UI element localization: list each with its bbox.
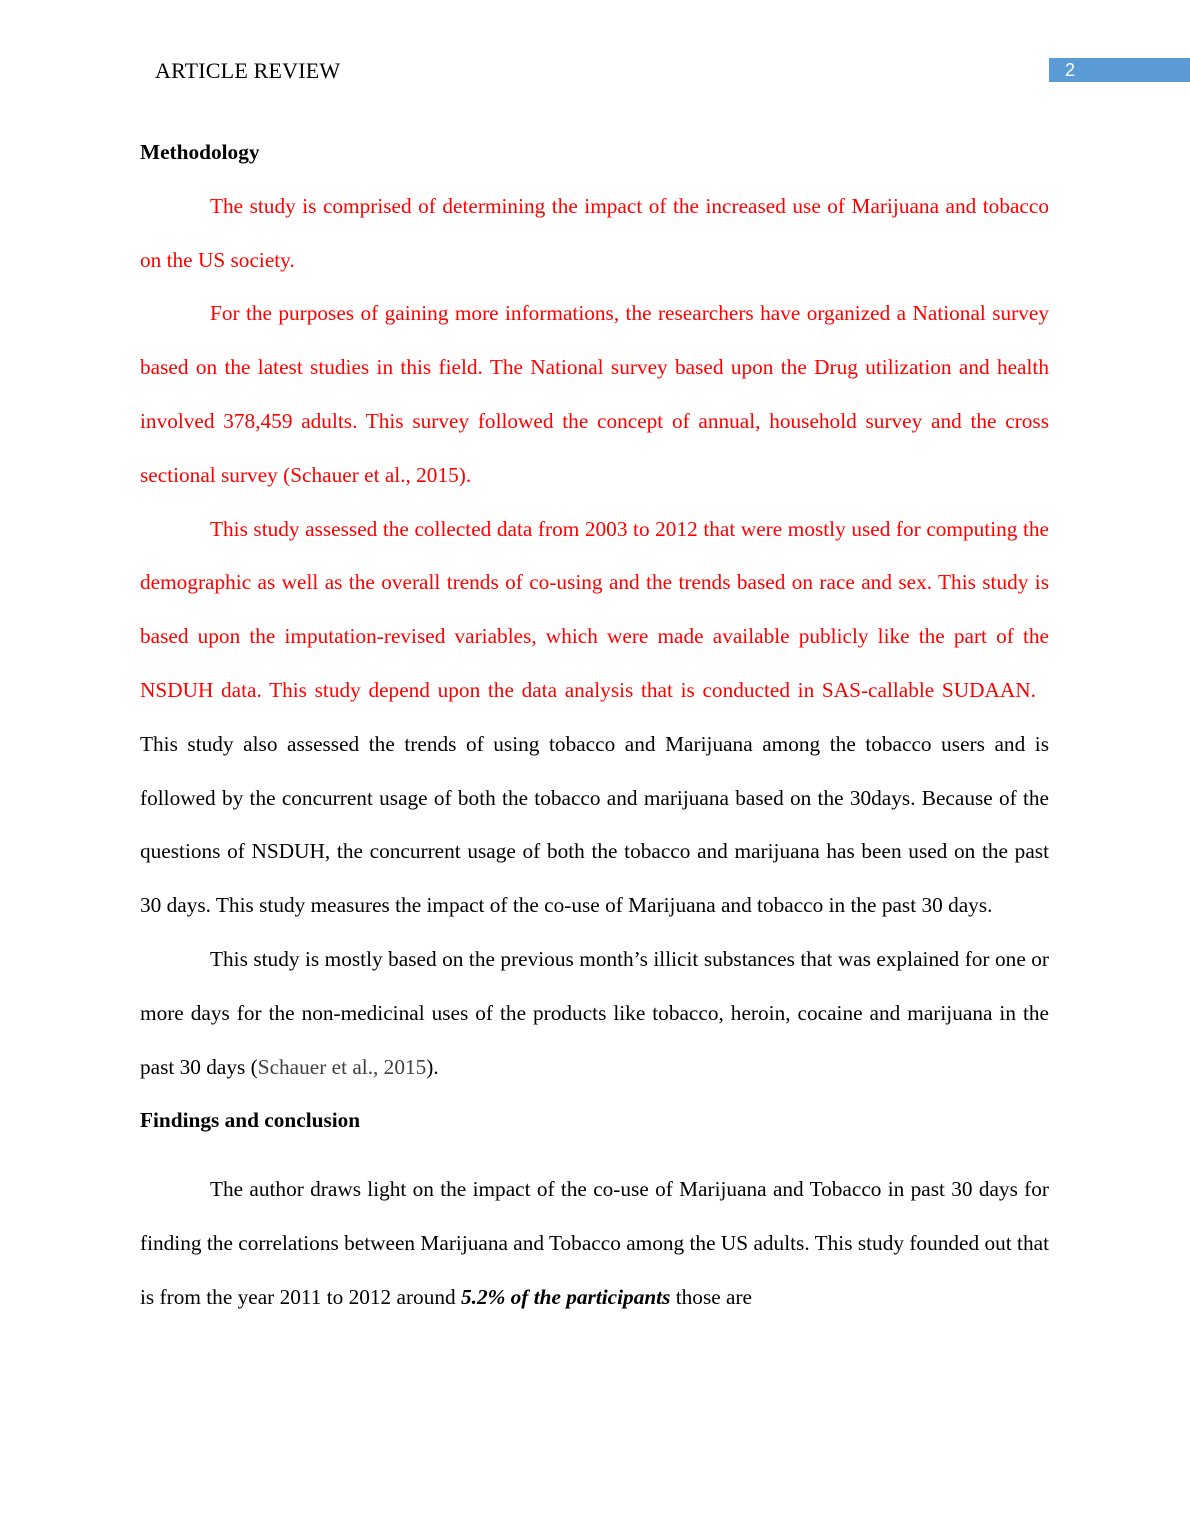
methodology-paragraph-4-text: This study is mostly based on the previous month’s illicit substances that was explained for one or more days for the non-medicinal uses of the products like tobacco, heroin, cocaine and marijuana in the past 30 days ( <box>140 946 1049 1079</box>
document-body <box>140 126 1049 1325</box>
methodology-paragraph-3-black-text: This study also assessed the trends of using tobacco and Marijuana among the tobacco users and is followed by the concurrent usage of both the tobacco and marijuana based on the 30days. Because of the questions of NSDUH, the concurrent usage of both the tobacco and marijuana has been used on the past 30 days. This study measures the impact of the co-use of Marijuana and tobacco in the past 30 days. <box>140 731 1049 918</box>
findings-paragraph-1-text: The author draws light on the impact of the co-use of Marijuana and Tobacco in past 30 days for finding the correlations between Marijuana and Tobacco among the US adults. This study founded out that is from the year 2011 to 2012 around <box>140 1177 1049 1309</box>
methodology-heading: Methodology <box>140 140 260 164</box>
methodology-paragraph-4-citation: Schauer et al., 2015 <box>257 1054 427 1079</box>
findings-paragraph-1-end: those are <box>670 1284 753 1309</box>
page-number: 2 <box>1065 60 1076 80</box>
findings-heading: Findings and conclusion <box>140 1108 361 1133</box>
methodology-paragraph-3-red-text: This study assessed the collected data from 2003 to 2012 that were mostly used for computing the demographic as well as the overall trends of co-using and the trends based on race and sex. This study is based upon the imputation-revised variables, which were made available publicly like the part of the NSDUH data. This study depend upon the data analysis that is conducted in SAS-callable SUDAAN. <box>140 516 1049 702</box>
methodology-paragraph-2: For the purposes of gaining more informations, the researchers have organized a National survey based on the latest studies in this field. The National survey based upon the Drug utilization and health involved 378,459 adults. This survey followed the concept of annual, household survey and the cross sectional survey (Schauer et al., 2015). <box>140 301 1049 487</box>
page-number-bar <box>1049 58 1190 82</box>
running-header-title: ARTICLE REVIEW <box>155 58 341 83</box>
findings-paragraph-1 <box>140 1163 1049 1324</box>
methodology-paragraph-3 <box>140 503 1049 933</box>
findings-paragraph-1-emphasis: 5.2% of the participants <box>460 1284 671 1309</box>
methodology-paragraph-1: The study is comprised of determining the impact of the increased use of Marijuana and tobacco on the US society. <box>140 193 1049 272</box>
methodology-paragraph-4 <box>140 933 1049 1094</box>
methodology-paragraph-4-end: ). <box>426 1054 439 1079</box>
